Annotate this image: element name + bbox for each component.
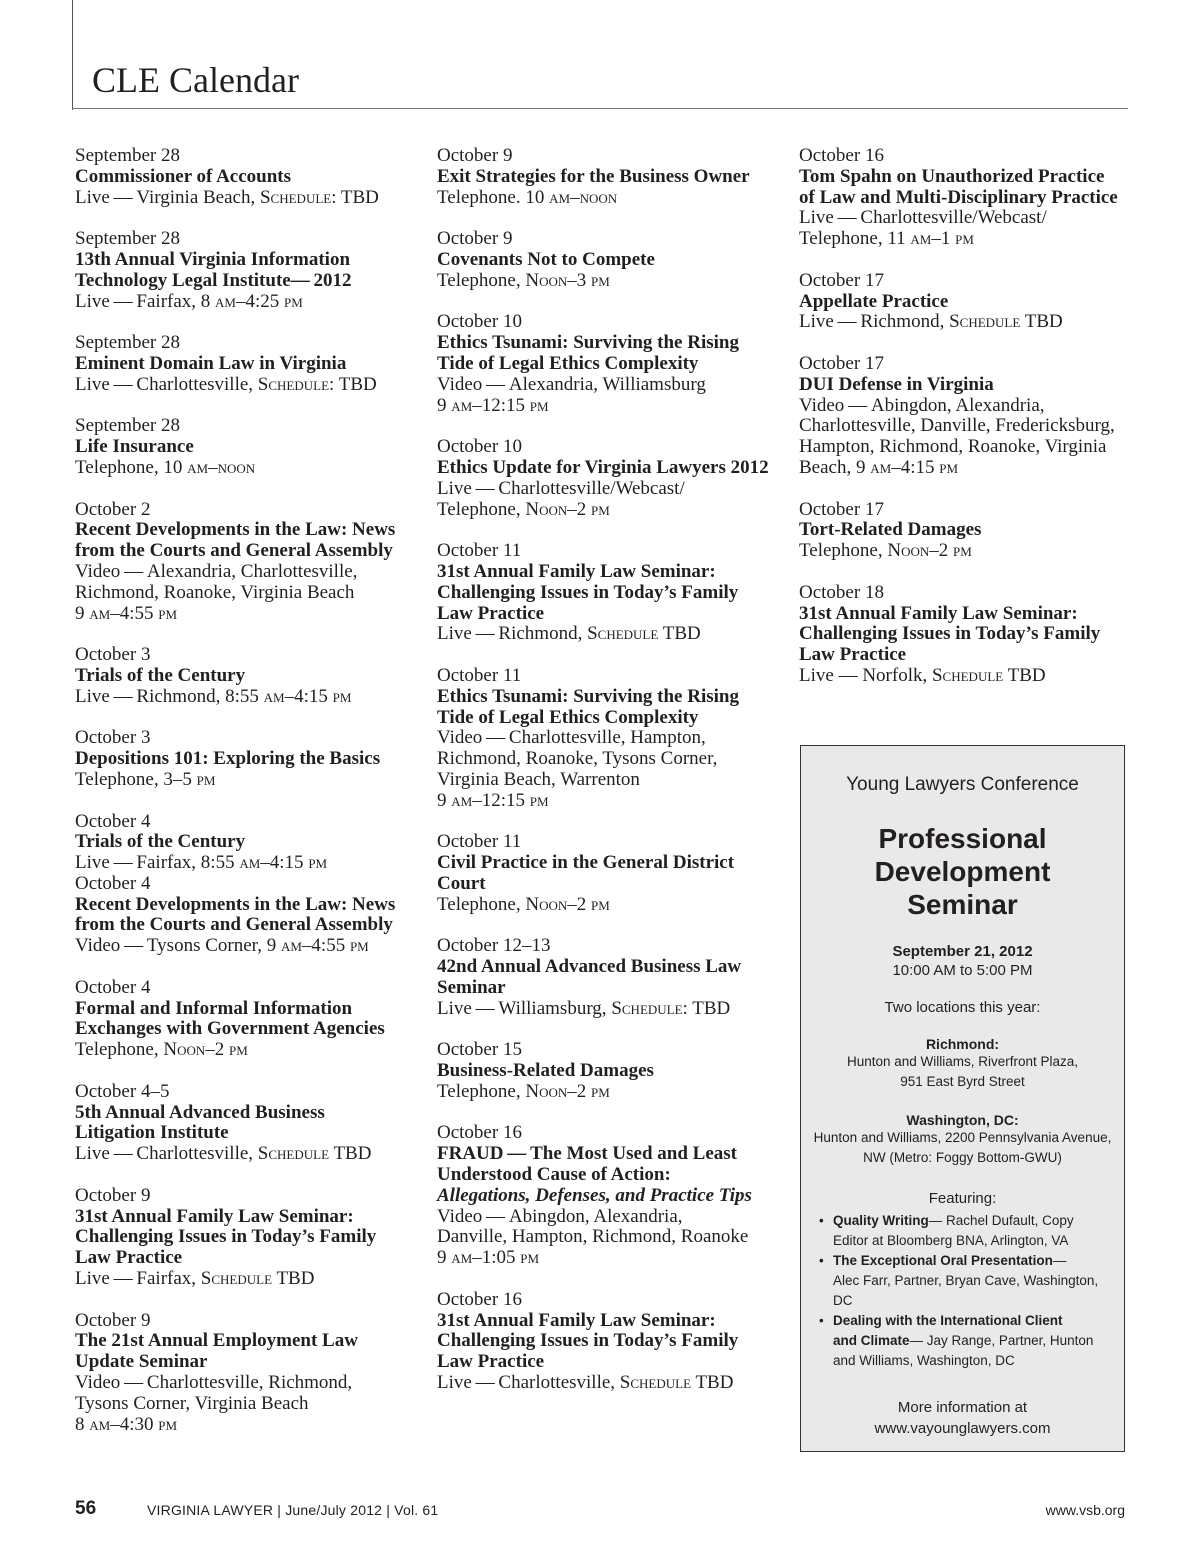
more-info-url: www.vayounglawyers.com (874, 1420, 1051, 1437)
entry-details: Live — Fairfax, Schedule TBD (75, 1268, 315, 1290)
entry-details: 9 am–1:05 pm (437, 1247, 540, 1269)
entry-details: Charlottesville, Danville, Fredericksburg, (799, 415, 1115, 437)
calendar-entry (799, 354, 1144, 479)
entry-details: Telephone. 10 am–noon (437, 186, 618, 208)
seminar-title (801, 822, 1124, 921)
entry-details: Live — Virginia Beach, Schedule: TBD (75, 186, 379, 208)
entry-title: 13th Annual Virginia Information (75, 248, 351, 270)
entry-title: Seminar (437, 976, 506, 998)
entry-details: Live — Charlottesville/Webcast/ (799, 207, 1047, 229)
entry-details: Telephone, 3–5 pm (75, 768, 216, 790)
entry-title: 42nd Annual Advanced Business Law (437, 956, 742, 978)
entry-details: Live — Charlottesville/Webcast/ (437, 477, 685, 499)
calendar-entry (799, 271, 1144, 333)
entry-details: Richmond, Roanoke, Tysons Corner, (437, 748, 718, 770)
entry-title: Litigation Institute (75, 1122, 229, 1144)
young-lawyers-conference-box (800, 745, 1125, 1452)
entry-details: Video — Alexandria, Williamsburg (437, 373, 706, 395)
entry-date: October 17 (799, 498, 884, 520)
entry-details: Live — Richmond, Schedule TBD (437, 623, 701, 645)
entry-title: Ethics Update for Virginia Lawyers 2012 (437, 456, 769, 478)
feature-detail: — (1052, 1253, 1067, 1268)
calendar-column-2 (437, 146, 782, 1415)
entry-details: Telephone, Noon–2 pm (799, 540, 972, 562)
entry-details: Telephone, Noon–2 pm (75, 1039, 248, 1061)
entry-date: October 9 (75, 1309, 151, 1331)
seminar-title-line: Seminar (907, 889, 1018, 920)
entry-subtitle: Allegations, Defenses, and Practice Tips (437, 1184, 752, 1206)
entry-title: Civil Practice in the General District (437, 852, 735, 874)
page-title: CLE Calendar (92, 60, 299, 100)
feature-item (819, 1311, 1114, 1371)
entry-date: October 16 (799, 145, 884, 166)
entry-details: Hampton, Richmond, Roanoke, Virginia (799, 436, 1107, 458)
entry-date: October 12–13 (437, 935, 551, 957)
calendar-entry (437, 437, 782, 520)
entry-details: Tysons Corner, Virginia Beach (75, 1392, 309, 1414)
calendar-entry (75, 500, 420, 625)
feature-detail: Editor at Bloomberg BNA, Arlington, VA (833, 1233, 1069, 1248)
entry-title: Law Practice (799, 644, 907, 666)
calendar-column-1 (75, 146, 420, 1456)
entry-date: September 28 (75, 228, 181, 250)
entry-details: Telephone, Noon–2 pm (437, 498, 610, 520)
calendar-entry (75, 1186, 420, 1290)
calendar-entry (75, 146, 420, 208)
entry-date: October 11 (437, 664, 522, 686)
entry-details: Live — Richmond, Schedule TBD (799, 311, 1063, 333)
bullet-icon: • (819, 1213, 824, 1228)
entry-title: Tom Spahn on Unauthorized Practice (799, 165, 1105, 187)
calendar-entry (799, 500, 1144, 562)
entry-title: Depositions 101: Exploring the Basics (75, 748, 381, 770)
entry-title: 31st Annual Family Law Seminar: (437, 1309, 716, 1331)
address-line: 951 East Byrd Street (900, 1074, 1025, 1089)
entry-title: Appellate Practice (799, 290, 949, 312)
entry-date: October 17 (799, 269, 884, 291)
entry-title: Tort-Related Damages (799, 519, 982, 541)
seminar-date: September 21, 2012 (892, 943, 1033, 960)
locations-intro: Two locations this year: (884, 999, 1041, 1016)
location-address-washington (801, 1128, 1124, 1168)
feature-topic: and Climate (833, 1333, 910, 1348)
entry-date: September 28 (75, 145, 181, 166)
box-heading: Young Lawyers Conference (846, 774, 1079, 795)
entry-details: Richmond, Roanoke, Virginia Beach (75, 581, 355, 603)
entry-title: 5th Annual Advanced Business (75, 1101, 325, 1123)
bullet-icon: • (819, 1313, 824, 1328)
address-line: NW (Metro: Foggy Bottom-GWU) (863, 1150, 1062, 1165)
entry-title: 31st Annual Family Law Seminar: (437, 560, 716, 582)
entry-title: Exit Strategies for the Business Owner (437, 165, 750, 187)
entry-details: Live — Fairfax, 8 am–4:25 pm (75, 290, 303, 312)
calendar-entry (437, 1123, 782, 1269)
calendar-entry (437, 229, 782, 291)
entry-details: 9 am–12:15 pm (437, 394, 549, 416)
seminar-time: 10:00 AM to 5:00 PM (892, 962, 1033, 979)
calendar-entry (437, 312, 782, 416)
publication-masthead: VIRGINIA LAWYER | June/July 2012 | Vol. 61 (147, 1502, 439, 1518)
calendar-entry (75, 812, 420, 874)
calendar-entry (437, 832, 782, 915)
entry-title: 31st Annual Family Law Seminar: (799, 602, 1078, 624)
calendar-entry (75, 333, 420, 395)
entry-title: Law Practice (437, 1351, 545, 1373)
entry-details: Telephone, Noon–2 pm (437, 1080, 610, 1102)
entry-title: DUI Defense in Virginia (799, 373, 994, 395)
entry-title: Commissioner of Accounts (75, 165, 292, 187)
entry-details: Telephone, 10 am–noon (75, 456, 256, 478)
entry-details: Live — Charlottesville, Schedule TBD (437, 1372, 734, 1394)
location-name-richmond: Richmond: (925, 1036, 1000, 1052)
entry-title: Law Practice (437, 602, 545, 624)
entry-details: Live — Charlottesville, Schedule: TBD (75, 373, 377, 395)
calendar-entry (799, 583, 1144, 687)
bullet-icon: • (819, 1253, 824, 1268)
entry-date: October 10 (437, 311, 522, 333)
entry-title: Ethics Tsunami: Surviving the Rising (437, 685, 739, 707)
entry-title: Court (437, 872, 486, 894)
feature-detail: — Jay Range, Partner, Hunton (909, 1333, 1094, 1348)
entry-title: Technology Legal Institute— 2012 (75, 269, 352, 291)
entry-date: October 3 (75, 644, 151, 666)
entry-details: Telephone, 11 am–1 pm (799, 228, 974, 250)
entry-title: Tide of Legal Ethics Complexity (437, 706, 699, 728)
entry-date: October 2 (75, 498, 151, 520)
entry-date: September 28 (75, 332, 181, 354)
entry-details: Virginia Beach, Warrenton (437, 768, 640, 790)
more-info-line: More information at (897, 1399, 1028, 1416)
entry-details: 9 am–12:15 pm (437, 789, 549, 811)
feature-detail: and Williams, Washington, DC (833, 1353, 1015, 1368)
feature-topic: The Exceptional Oral Presentation (833, 1253, 1053, 1268)
entry-title: Challenging Issues in Today’s Family (75, 1226, 377, 1248)
entry-title: Challenging Issues in Today’s Family (437, 1330, 739, 1352)
entry-date: October 17 (799, 352, 884, 374)
entry-date: October 4 (75, 810, 151, 832)
entry-title: Covenants Not to Compete (437, 248, 655, 270)
entry-title: The 21st Annual Employment Law (75, 1330, 358, 1352)
entry-title: Challenging Issues in Today’s Family (799, 623, 1101, 645)
entry-date: September 28 (75, 415, 181, 437)
entry-title: FRAUD — The Most Used and Least (437, 1143, 738, 1165)
location-name-washington: Washington, DC: (906, 1112, 1019, 1128)
entry-details: Video — Abingdon, Alexandria, (437, 1205, 683, 1227)
entry-details: Beach, 9 am–4:15 pm (799, 456, 959, 478)
entry-date: October 4–5 (75, 1080, 170, 1102)
entry-title: Eminent Domain Law in Virginia (75, 352, 347, 374)
location-address-richmond (801, 1052, 1124, 1092)
entry-date: October 10 (437, 436, 522, 458)
feature-topic: Dealing with the International Client (833, 1313, 1063, 1328)
entry-details: Video — Charlottesville, Richmond, (75, 1372, 353, 1394)
calendar-entry (437, 541, 782, 645)
entry-date: October 11 (437, 540, 522, 562)
entry-details: Video — Tysons Corner, 9 am–4:55 pm (75, 935, 369, 957)
more-info (801, 1397, 1124, 1439)
features-list (801, 1211, 1124, 1371)
entry-title: of Law and Multi-Disciplinary Practice (799, 186, 1118, 208)
entry-date: October 9 (437, 145, 513, 166)
entry-title: Business-Related Damages (437, 1060, 654, 1082)
header-horizontal-rule (72, 108, 1128, 109)
feature-detail: Alec Farr, Partner, Bryan Cave, Washington, DC (833, 1273, 1099, 1308)
entry-details: Live — Fairfax, 8:55 am–4:15 pm (75, 852, 328, 874)
entry-title: Recent Developments in the Law: News (75, 893, 396, 915)
entry-details: Danville, Hampton, Richmond, Roanoke (437, 1226, 749, 1248)
entry-title: Life Insurance (75, 436, 194, 458)
calendar-entry (75, 874, 420, 957)
calendar-entry (437, 936, 782, 1019)
entry-title: Recent Developments in the Law: News (75, 519, 396, 541)
feature-topic: Quality Writing (833, 1213, 929, 1228)
website-url: www.vsb.org (1045, 1502, 1125, 1518)
entry-details: Telephone, Noon–2 pm (437, 893, 610, 915)
entry-title: from the Courts and General Assembly (75, 540, 393, 562)
entry-details: Live — Norfolk, Schedule TBD (799, 664, 1046, 686)
entry-title: Tide of Legal Ethics Complexity (437, 352, 699, 374)
calendar-entry (799, 146, 1144, 250)
calendar-entry (437, 1040, 782, 1102)
entry-title: Challenging Issues in Today’s Family (437, 581, 739, 603)
page-number: 56 (75, 1498, 97, 1519)
entry-title: 31st Annual Family Law Seminar: (75, 1205, 354, 1227)
entry-title: Trials of the Century (75, 664, 246, 686)
calendar-entry (75, 1311, 420, 1436)
calendar-entry (75, 229, 420, 312)
entry-title: Trials of the Century (75, 831, 246, 853)
calendar-column-3 (799, 146, 1144, 708)
entry-details: Telephone, Noon–3 pm (437, 269, 610, 291)
feature-item (819, 1211, 1114, 1251)
entry-details: Video — Alexandria, Charlottesville, (75, 560, 358, 582)
entry-title: from the Courts and General Assembly (75, 914, 393, 936)
entry-title: Ethics Tsunami: Surviving the Rising (437, 332, 739, 354)
entry-date: October 16 (437, 1122, 522, 1144)
entry-title: Law Practice (75, 1247, 183, 1269)
calendar-entry (75, 728, 420, 790)
entry-title: Exchanges with Government Agencies (75, 1018, 385, 1040)
calendar-entry (75, 978, 420, 1061)
seminar-title-line: Professional (878, 823, 1047, 854)
entry-title: Understood Cause of Action: (437, 1164, 671, 1186)
entry-title: Formal and Informal Information (75, 997, 353, 1019)
calendar-entry (437, 146, 782, 208)
entry-date: October 11 (437, 831, 522, 853)
page-footer (75, 1500, 1125, 1524)
entry-details: Live — Williamsburg, Schedule: TBD (437, 997, 731, 1019)
entry-details: 8 am–4:30 pm (75, 1413, 178, 1435)
entry-date: October 3 (75, 727, 151, 749)
entry-details: 9 am–4:55 pm (75, 602, 178, 624)
calendar-entry (437, 1290, 782, 1394)
header-vertical-rule (72, 0, 73, 110)
calendar-entry (75, 416, 420, 478)
entry-title: Update Seminar (75, 1351, 208, 1373)
feature-detail: — Rachel Dufault, Copy (928, 1213, 1074, 1228)
address-line: Hunton and Williams, Riverfront Plaza, (846, 1054, 1079, 1069)
featuring-label: Featuring: (928, 1190, 997, 1207)
entry-date: October 4 (75, 872, 151, 894)
entry-date: October 15 (437, 1039, 522, 1061)
address-line: Hunton and Williams, 2200 Pennsylvania Avenue, (813, 1130, 1112, 1145)
entry-details: Video — Abingdon, Alexandria, (799, 394, 1045, 416)
entry-details: Live — Charlottesville, Schedule TBD (75, 1143, 372, 1165)
seminar-title-line: Development (874, 856, 1051, 887)
entry-date: October 9 (437, 228, 513, 250)
entry-details: Live — Richmond, 8:55 am–4:15 pm (75, 685, 352, 707)
entry-date: October 16 (437, 1288, 522, 1310)
calendar-entry (75, 1082, 420, 1165)
entry-details: Video — Charlottesville, Hampton, (437, 727, 706, 749)
entry-date: October 18 (799, 581, 884, 603)
calendar-entry (437, 666, 782, 812)
entry-date: October 4 (75, 976, 151, 998)
calendar-entry (75, 645, 420, 707)
feature-item (819, 1251, 1114, 1311)
entry-date: October 9 (75, 1184, 151, 1206)
